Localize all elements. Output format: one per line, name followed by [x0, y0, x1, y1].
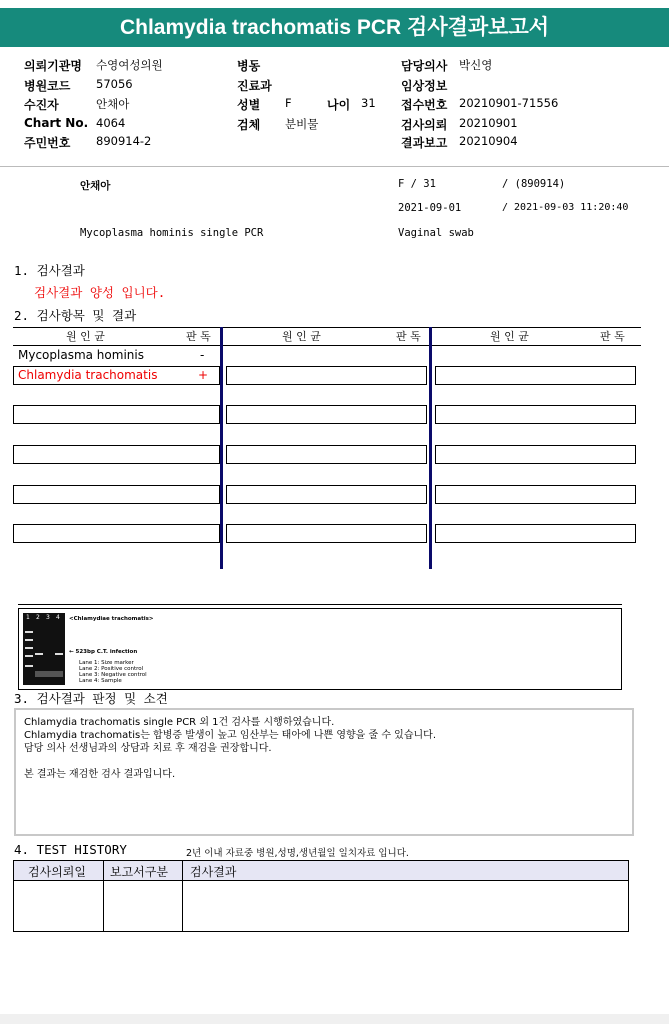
- lane-number: 3: [46, 614, 50, 621]
- lane-number: 1: [26, 614, 30, 621]
- gel-image-frame: [18, 608, 622, 690]
- value-chart: 4064: [96, 116, 126, 130]
- section4-title: 4. TEST HISTORY: [14, 842, 127, 857]
- label-patient: 수진자: [24, 98, 59, 112]
- section3-title: 3. 검사결과 판정 및 소견: [14, 691, 168, 706]
- history-col-result: 검사결과: [190, 865, 237, 879]
- row2-cell: [13, 366, 220, 385]
- col-organism-3: 원 인 균: [490, 330, 529, 343]
- label-resident: 주민번호: [24, 136, 71, 150]
- label-report: 결과보고: [401, 136, 448, 150]
- value-age: 31: [361, 96, 376, 110]
- gel-legend: Lane 2: Positive control: [79, 666, 144, 672]
- gel-image: [23, 613, 65, 685]
- label-clinical: 임상정보: [401, 79, 448, 93]
- value-request: 20210901: [459, 116, 518, 130]
- history-table: [13, 860, 629, 932]
- lane-number: 2: [36, 614, 40, 621]
- gel-legend: Lane 3: Negative control: [79, 672, 147, 678]
- opinion-line: [24, 755, 624, 768]
- summary-sex-age: F / 31: [398, 178, 436, 190]
- gel-legend: Lane 1: Size marker: [79, 660, 134, 666]
- value-resident: 890914-2: [96, 134, 152, 148]
- empty-cell: [435, 366, 636, 385]
- grid-divider-1: [220, 327, 223, 569]
- label-institution: 의뢰기관명: [24, 59, 82, 73]
- empty-cell: [435, 524, 636, 543]
- label-ward: 병동: [237, 59, 261, 73]
- history-divider: [182, 861, 183, 931]
- row2-result: +: [198, 368, 209, 382]
- value-hospital-code: 57056: [96, 77, 133, 91]
- gel-band: [35, 671, 63, 677]
- label-age: 나이: [327, 98, 351, 112]
- summary-test-name: Mycoplasma hominis single PCR: [80, 227, 264, 239]
- gel-legend: Lane 4: Sample: [79, 678, 122, 684]
- value-patient: 안채아: [96, 97, 130, 111]
- col-judgement-1: 판 독: [186, 330, 211, 343]
- gel-marker-text: 523bp C.T. infection: [75, 649, 138, 655]
- gel-band: [25, 639, 33, 641]
- label-specimen: 검체: [237, 118, 261, 132]
- label-hospital-code: 병원코드: [24, 79, 71, 93]
- opinion-box: [14, 708, 634, 836]
- empty-cell: [226, 485, 427, 504]
- label-chart: Chart No.: [24, 116, 89, 130]
- summary-specimen: Vaginal swab: [398, 227, 474, 239]
- summary-date1: 2021-09-01: [398, 202, 462, 214]
- value-receipt: 20210901-71556: [459, 96, 559, 110]
- empty-cell: [13, 405, 220, 424]
- row1-organism: Mycoplasma hominis: [18, 348, 144, 362]
- opinion-line: Chlamydia trachomatis single PCR 외 1건 검사를 시행하였습니다.: [24, 717, 335, 728]
- gel-top-rule: [18, 604, 622, 605]
- opinion-line: 담당 의사 선생님과의 상담과 치료 후 재검을 권장합니다.: [24, 743, 272, 754]
- value-sex: F: [285, 96, 292, 110]
- gel-band: [35, 653, 43, 655]
- section2-title: 2. 검사항목 및 결과: [14, 308, 137, 323]
- empty-cell: [13, 485, 220, 504]
- section1-title: 1. 검사결과: [14, 263, 85, 278]
- label-sex: 성별: [237, 98, 261, 112]
- value-doctor: 박신영: [459, 58, 493, 72]
- empty-cell: [435, 405, 636, 424]
- gel-band: [25, 655, 33, 657]
- gel-title: <Chlamydiae trachomatis>: [69, 616, 154, 622]
- col-organism-2: 원 인 균: [282, 330, 321, 343]
- empty-cell: [226, 524, 427, 543]
- summary-name: 안채아: [80, 180, 111, 192]
- value-report: 20210904: [459, 134, 518, 148]
- section4-note: 2년 이내 자료중 병원,성명,생년월일 일치자료 입니다.: [186, 848, 409, 859]
- history-col-request: 검사의뢰일: [28, 865, 86, 879]
- footer-bar: [0, 1014, 669, 1024]
- col-judgement-2: 판 독: [396, 330, 421, 343]
- lane-number: 4: [56, 614, 60, 621]
- row1-result: -: [200, 348, 205, 362]
- empty-cell: [226, 445, 427, 464]
- label-receipt: 접수번호: [401, 98, 448, 112]
- gel-band: [25, 631, 33, 633]
- empty-cell: [435, 485, 636, 504]
- header-separator: [0, 166, 669, 167]
- opinion-line: Chlamydia trachomatis는 합병증 발생이 높고 임산부는 태아에 나쁜 영향을 줄 수 있습니다.: [24, 730, 436, 741]
- empty-cell: [13, 524, 220, 543]
- empty-cell: [226, 405, 427, 424]
- summary-birth: / (890914): [502, 178, 566, 190]
- gel-band: [55, 653, 63, 655]
- col-judgement-3: 판 독: [600, 330, 625, 343]
- grid-divider-2: [429, 327, 432, 569]
- empty-cell: [13, 445, 220, 464]
- history-col-type: 보고서구분: [110, 865, 168, 879]
- label-doctor: 담당의사: [401, 59, 448, 73]
- empty-cell: [435, 445, 636, 464]
- history-divider: [103, 861, 104, 931]
- summary-date2: / 2021-09-03 11:20:40: [502, 202, 629, 213]
- report-title: Chlamydia trachomatis PCR 검사결과보고서: [0, 8, 669, 47]
- value-institution: 수영여성의원: [96, 58, 163, 72]
- row2-organism: Chlamydia trachomatis: [18, 368, 158, 382]
- grid-head-line: [13, 345, 641, 346]
- empty-cell: [226, 366, 427, 385]
- gel-marker-label: ← 523bp C.T. infection: [69, 649, 138, 655]
- gel-band: [25, 647, 33, 649]
- value-specimen: 분비물: [285, 117, 319, 131]
- col-organism-1: 원 인 균: [66, 330, 105, 343]
- opinion-line: 본 결과는 재검한 검사 결과입니다.: [24, 769, 176, 780]
- grid-top-line: [13, 327, 641, 328]
- history-header: [14, 861, 628, 881]
- section1-result: 검사결과 양성 입니다.: [34, 285, 166, 300]
- label-dept: 진료과: [237, 79, 272, 93]
- gel-band: [25, 665, 33, 667]
- label-request: 검사의뢰: [401, 118, 448, 132]
